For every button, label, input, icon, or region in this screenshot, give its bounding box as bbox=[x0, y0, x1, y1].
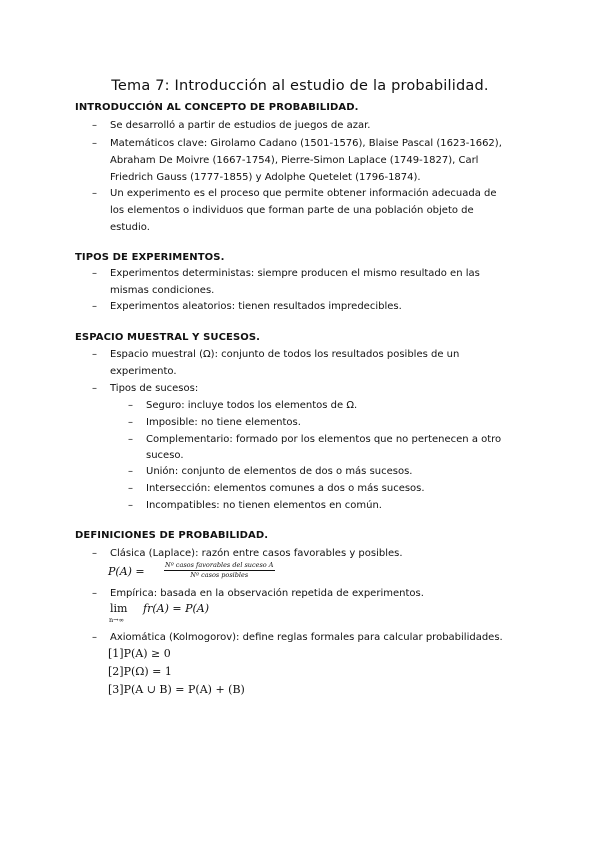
section-heading-intro: INTRODUCCIÓN AL CONCEPTO DE PROBABILIDAD. bbox=[75, 102, 359, 113]
formula-limit-expression: fr(A) = P(A) bbox=[143, 602, 209, 615]
fraction-denominator: Nº casos posibles bbox=[190, 571, 249, 579]
list-item: Experimentos deterministas: siempre producen el mismo resultado en las bbox=[110, 268, 480, 279]
formula-limit bbox=[110, 602, 127, 615]
limit-operator: lim bbox=[110, 602, 128, 615]
bullet-dash: – bbox=[92, 120, 97, 131]
section-heading-definitions: DEFINICIONES DE PROBABILIDAD. bbox=[75, 530, 269, 541]
list-item: Experimentos aleatorios: tienen resultados impredecibles. bbox=[110, 301, 402, 312]
section-heading-experiments: TIPOS DE EXPERIMENTOS. bbox=[75, 252, 225, 263]
page-title: Tema 7: Introducción al estudio de la probabilidad. bbox=[111, 78, 489, 94]
list-item-continuation: los elementos o individuos que forman parte de una población objeto de bbox=[110, 205, 474, 216]
bullet-dash: – bbox=[92, 548, 97, 559]
list-item-continuation: mismas condiciones. bbox=[110, 285, 215, 296]
limit-subscript: n→∞ bbox=[109, 616, 125, 624]
sub-bullet-dash: – bbox=[128, 500, 133, 511]
sub-list-item: Unión: conjunto de elementos de dos o más sucesos. bbox=[146, 466, 413, 477]
fraction-numerator: Nº casos favorables del suceso A bbox=[165, 561, 274, 569]
list-item: Matemáticos clave: Girolamo Cadano (1501-1576), Blaise Pascal (1623-1662), bbox=[110, 138, 502, 149]
sub-list-item-continuation: suceso. bbox=[146, 450, 184, 461]
bullet-dash: – bbox=[92, 301, 97, 312]
list-item: Tipos de sucesos: bbox=[110, 383, 199, 394]
list-item-continuation: Abraham De Moivre (1667-1754), Pierre-Simon Laplace (1749-1827), Carl bbox=[110, 155, 479, 166]
bullet-dash: – bbox=[92, 268, 97, 279]
bullet-dash: – bbox=[92, 383, 97, 394]
list-item: Clásica (Laplace): razón entre casos favorables y posibles. bbox=[110, 548, 403, 559]
list-item-continuation: Friedrich Gauss (1777-1855) y Adolphe Quetelet (1796-1874). bbox=[110, 172, 421, 183]
sub-bullet-dash: – bbox=[128, 466, 133, 477]
sub-bullet-dash: – bbox=[128, 400, 133, 411]
list-item: Empírica: basada en la observación repetida de experimentos. bbox=[110, 588, 424, 599]
list-item: Espacio muestral (Ω): conjunto de todos los resultados posibles de un bbox=[110, 349, 460, 360]
bullet-dash: – bbox=[92, 632, 97, 643]
list-item-continuation: experimento. bbox=[110, 366, 177, 377]
sub-list-item: Complementario: formado por los elementos que no pertenecen a otro bbox=[146, 434, 502, 445]
bullet-dash: – bbox=[92, 188, 97, 199]
list-item: Axiomática (Kolmogorov): define reglas formales para calcular probabilidades. bbox=[110, 632, 503, 643]
list-item-continuation: estudio. bbox=[110, 222, 150, 233]
bullet-dash: – bbox=[92, 349, 97, 360]
bullet-dash: – bbox=[92, 138, 97, 149]
axiom-1: [1]P(A) ≥ 0 bbox=[108, 647, 171, 660]
sub-list-item: Seguro: incluye todos los elementos de Ω. bbox=[146, 400, 358, 411]
sub-list-item: Imposible: no tiene elementos. bbox=[146, 417, 301, 428]
sub-bullet-dash: – bbox=[128, 434, 133, 445]
sub-bullet-dash: – bbox=[128, 417, 133, 428]
formula-classical-lhs: P(A) = bbox=[108, 565, 145, 578]
axiom-3: [3]P(A ∪ B) = P(A) + (B) bbox=[108, 683, 245, 696]
bullet-dash: – bbox=[92, 588, 97, 599]
sub-bullet-dash: – bbox=[128, 483, 133, 494]
formula-classical-fraction bbox=[164, 561, 275, 580]
section-heading-sample-space: ESPACIO MUESTRAL Y SUCESOS. bbox=[75, 332, 261, 343]
list-item: Un experimento es el proceso que permite obtener información adecuada de bbox=[110, 188, 497, 199]
sub-list-item: Intersección: elementos comunes a dos o más sucesos. bbox=[146, 483, 425, 494]
axiom-2: [2]P(Ω) = 1 bbox=[108, 665, 172, 678]
sub-list-item: Incompatibles: no tienen elementos en común. bbox=[146, 500, 382, 511]
list-item: Se desarrolló a partir de estudios de juegos de azar. bbox=[110, 120, 371, 131]
